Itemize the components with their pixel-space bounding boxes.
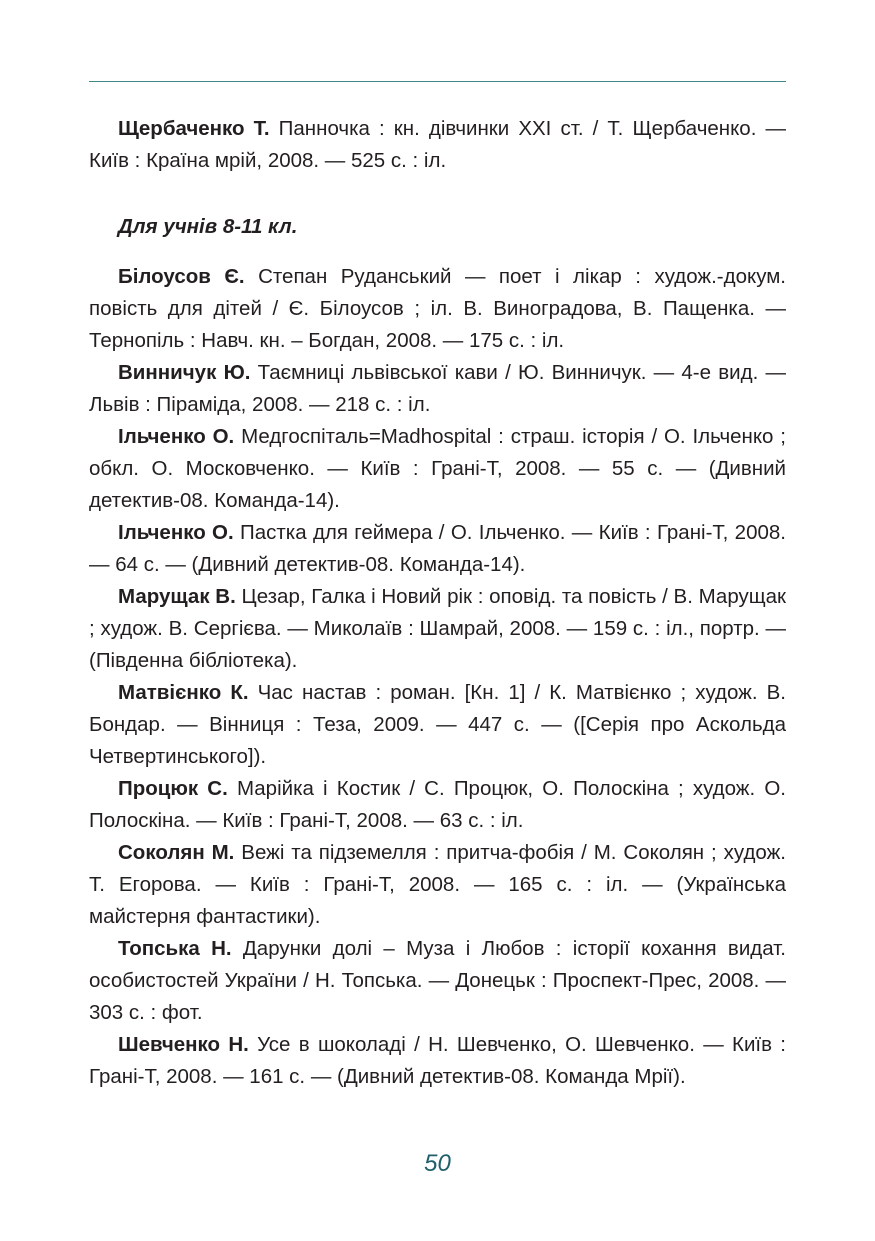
entry-author: Шевченко Н. <box>118 1033 249 1056</box>
entry-author: Ільченко О. <box>118 425 235 448</box>
entry-author: Щербаченко Т. <box>118 117 270 140</box>
entry-author: Марущак В. <box>118 585 236 608</box>
bibliography-entry <box>89 677 786 773</box>
entry-text: Медгоспіталь=Madhospital : страш. історія / О. Ільченко ; обкл. О. Московченко. — Київ : Грані-Т, 2008. — 55 с. — (Дивний детектив-08. Команда-14). <box>89 425 786 512</box>
entry-text: Вежі та підземелля : притча-фобія / М. Соколян ; худож. Т. Егорова. — Київ : Грані-Т, 2008. — 165 с. : іл. — (Українська майстерня фантастики). <box>89 841 786 928</box>
bibliography-entry <box>89 581 786 677</box>
entry-text: Марійка і Костик / С. Процюк, О. Полоскіна ; худож. О. Полоскіна. — Київ : Грані-Т, 2008. — 63 с. : іл. <box>89 777 787 832</box>
entry-author: Винничук Ю. <box>118 361 251 384</box>
bibliography-entry <box>89 773 786 837</box>
bibliography-entry <box>89 1029 786 1093</box>
entry-text: Панночка : кн. дівчинки XXI ст. / Т. Щербаченко. — Київ : Країна мрій, 2008. — 525 с. : іл. <box>89 117 786 172</box>
bibliography-entry <box>89 933 786 1029</box>
bibliography-entry <box>89 421 786 517</box>
bibliography-entry <box>89 357 786 421</box>
entry-text: Усе в шоколаді / Н. Шевченко, О. Шевченко. — Київ : Грані-Т, 2008. — 161 с. — (Дивний детектив-08. Команда Мрії). <box>89 1033 786 1088</box>
entry-text: Час настав : роман. [Кн. 1] / К. Матвієнко ; худож. В. Бондар. — Вінниця : Теза, 2009. — 447 с. — ([Серія про Аскольда Четвертинського]). <box>89 681 787 768</box>
header-rule <box>89 81 786 82</box>
page-content <box>89 113 786 1093</box>
section-heading: Для учнів 8-11 кл. <box>118 215 298 238</box>
bibliography-entry <box>89 837 786 933</box>
entry-author: Матвієнко К. <box>118 681 249 704</box>
entry-author: Білоусов Є. <box>118 265 245 288</box>
entry-text: Пастка для геймера / О. Ільченко. — Київ : Грані-Т, 2008. — 64 с. — (Дивний детектив-08. Команда-14). <box>89 521 786 576</box>
entry-text: Таємниці львівської кави / Ю. Винничук. — 4-е вид. — Львів : Піраміда, 2008. — 218 с. : іл. <box>89 361 786 416</box>
bibliography-entry <box>89 113 786 177</box>
page-number: 50 <box>424 1150 451 1177</box>
entry-author: Ільченко О. <box>118 521 234 544</box>
entry-text: Цезар, Галка і Новий рік : оповід. та повість / В. Марущак ; худож. В. Сергієва. — Миколаїв : Шамрай, 2008. — 159 с. : іл., портр. — (Південна бібліотека). <box>89 585 786 672</box>
bibliography-entry <box>89 517 786 581</box>
entry-author: Соколян М. <box>118 841 235 864</box>
entry-author: Топська Н. <box>118 937 232 960</box>
entry-author: Процюк С. <box>118 777 228 800</box>
entry-text: Дарунки долі – Муза і Любов : історії кохання видат. особистостей України / Н. Топська. — Донецьк : Проспект-Прес, 2008. — 303 с. : фот. <box>89 937 786 1024</box>
entry-text: Степан Руданський — поет і лікар : худож.-докум. повість для дітей / Є. Білоусов ; іл. В. Виноградова, В. Пащенка. — Тернопіль : Навч. кн. – Богдан, 2008. — 175 с. : іл. <box>89 265 786 352</box>
bibliography-entry <box>89 261 786 357</box>
